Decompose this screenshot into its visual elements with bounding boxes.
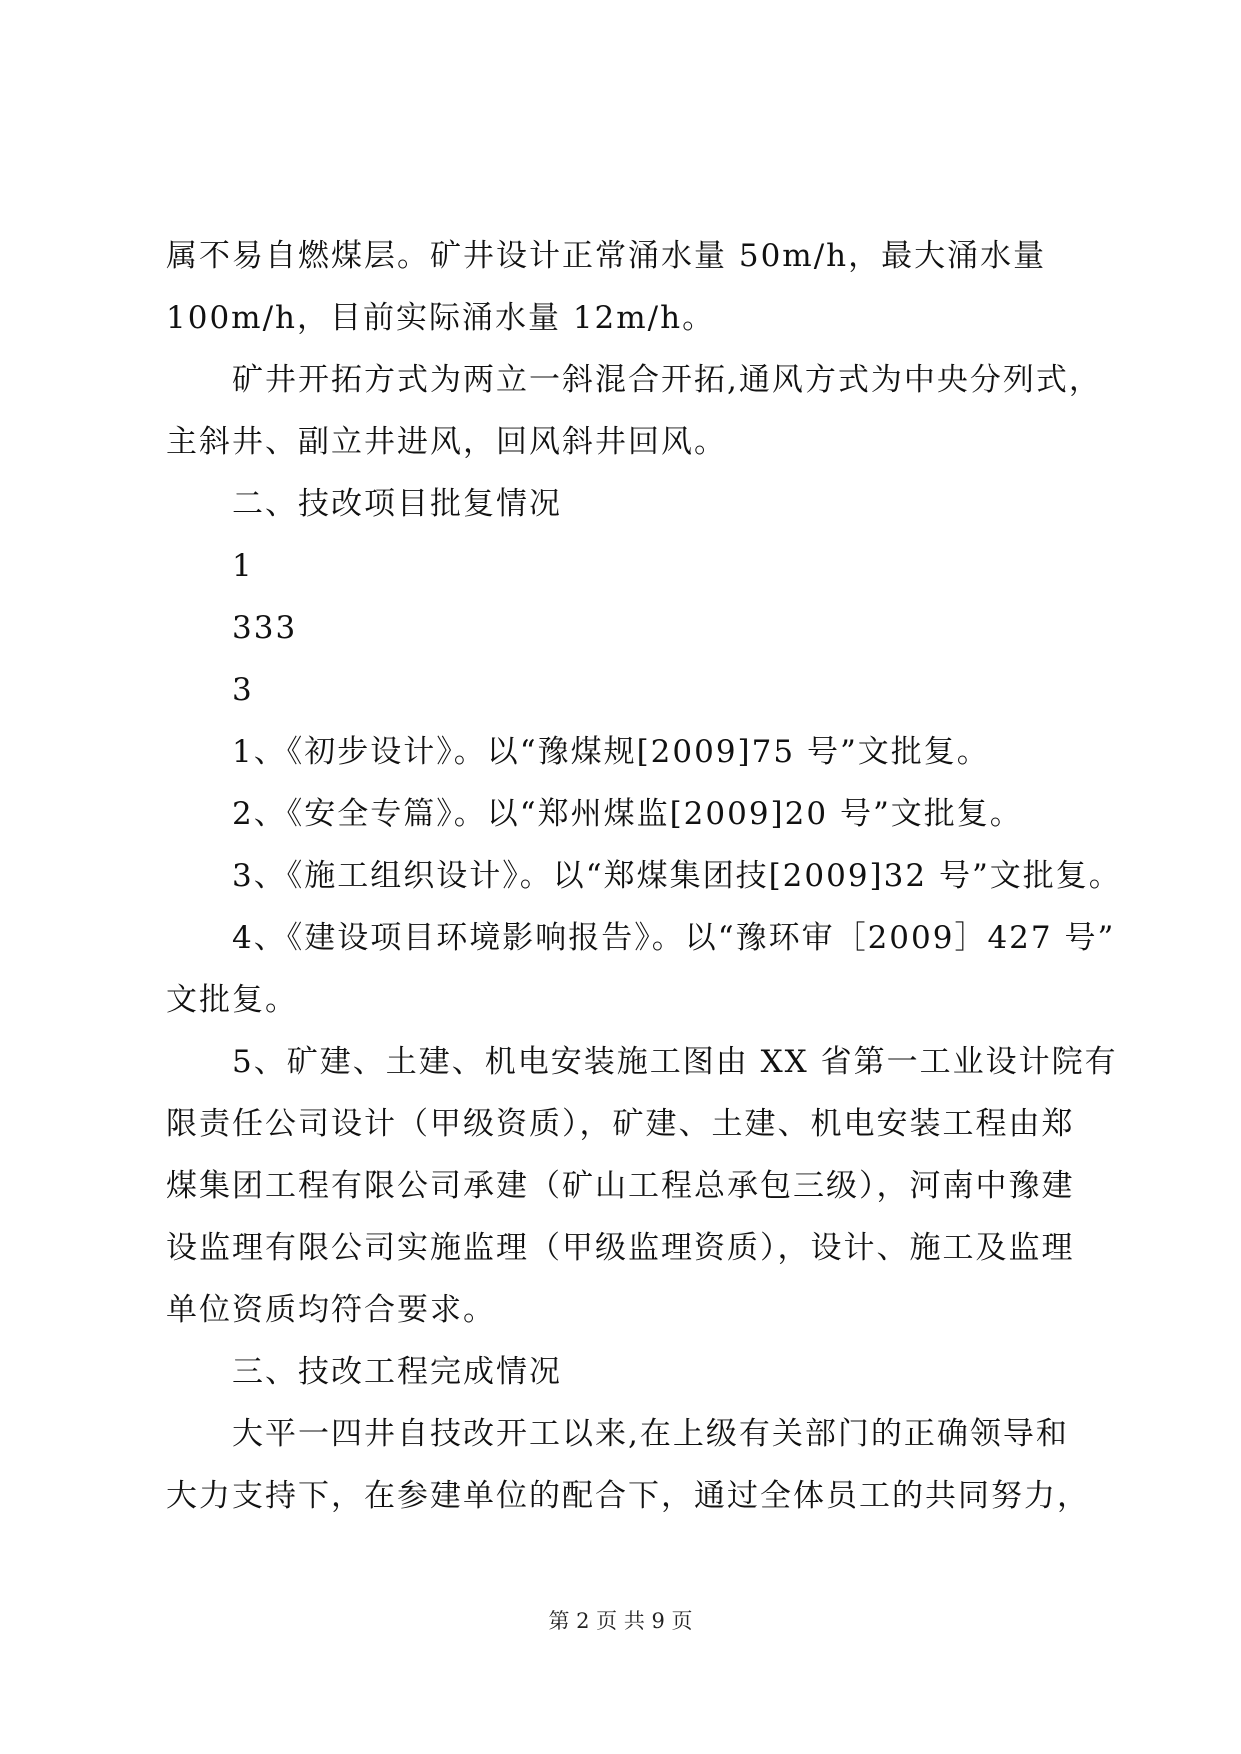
paragraph-line: 大力支持下，在参建单位的配合下，通过全体员工的共同努力， (166, 1478, 1090, 1514)
list-item: 2、《安全专篇》。以“郑州煤监[2009]20 号”文批复。 (232, 796, 1023, 832)
paragraph-line: 大平一四井自技改开工以来,在上级有关部门的正确领导和 (232, 1416, 1069, 1452)
paragraph-line: 属不易自燃煤层。矿井设计正常涌水量 50m/h，最大涌水量 (166, 238, 1047, 274)
paragraph-line: 3 (232, 672, 254, 708)
list-item-continuation: 煤集团工程有限公司承建（矿山工程总承包三级），河南中豫建 (166, 1168, 1075, 1204)
list-item-continuation: 限责任公司设计（甲级资质），矿建、土建、机电安装工程由郑 (166, 1106, 1075, 1142)
paragraph-line: 100m/h，目前实际涌水量 12m/h。 (166, 300, 716, 336)
paragraph-line: 333 (232, 610, 298, 646)
list-item-continuation: 文批复。 (166, 982, 298, 1018)
list-item: 3、《施工组织设计》。以“郑煤集团技[2009]32 号”文批复。 (232, 858, 1122, 894)
list-item: 4、《建设项目环境影响报告》。以“豫环审［2009］427 号” (232, 920, 1116, 956)
page-footer: 第 2 页 共 9 页 (548, 1609, 693, 1633)
section-heading: 二、技改项目批复情况 (232, 486, 562, 522)
list-item: 5、矿建、土建、机电安装施工图由 XX 省第一工业设计院有 (232, 1044, 1118, 1080)
list-item: 1、《初步设计》。以“豫煤规[2009]75 号”文批复。 (232, 734, 990, 770)
list-item-continuation: 设监理有限公司实施监理（甲级监理资质），设计、施工及监理 (166, 1230, 1075, 1266)
section-heading: 三、技改工程完成情况 (232, 1354, 562, 1390)
paragraph-line: 矿井开拓方式为两立一斜混合开拓,通风方式为中央分列式， (232, 362, 1102, 398)
list-item-continuation: 单位资质均符合要求。 (166, 1292, 496, 1328)
paragraph-line: 1 (232, 548, 254, 584)
paragraph-line: 主斜井、副立井进风，回风斜井回风。 (166, 424, 727, 460)
